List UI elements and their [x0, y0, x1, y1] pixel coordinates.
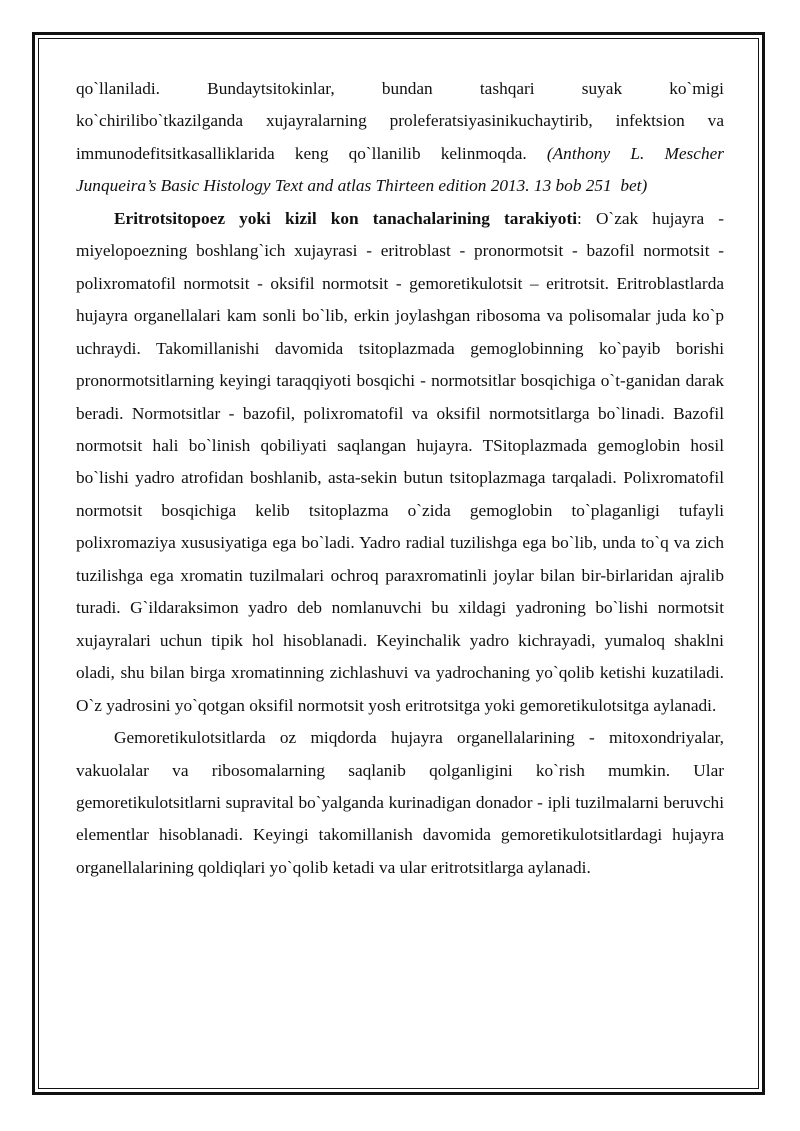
paragraph-reticulocytes: [76, 722, 724, 884]
paragraph-erythropoiesis: [76, 203, 724, 722]
heading-colon: :: [577, 208, 596, 228]
text-line: qo`llaniladi. Bundaytsitokinlar, bundan tashqari suyak ko`migi: [76, 79, 724, 98]
paragraph-continuation: [76, 73, 724, 203]
paragraph-text: Gemoretikulotsitlarda oz miqdorda hujayra organellalarining - mitoxondriyalar, vakuolalar va ribosomalarning saqlanib qolganligini ko`rish mumkin. Ular gemoretikulotsitlarni supravital bo`yalganda kurinadigan donador - ipli tuzilmalarni beruvchi elementlar hisoblanadi. Keyingi takomillanish davomida gemoretikulotsitlardagi hujayra organellalarining qoldiqlari yo`qolib ketadi va ular eritrotsitlarga aylanadi.: [76, 728, 724, 877]
document-body: [76, 73, 724, 884]
paragraph-text: O`zak hujayra - miyelopoezning boshlang`ich xujayrasi - eritroblast - pronormotsit - bazofil normotsit - polixromatofil normotsit - oksifil normotsit - gemoretikulotsit – eritrotsit. Eritroblastlarda hujayra organellalari kam sonli bo`lib, erkin joylashgan ribosoma va polisomalar juda ko`p uchraydi. Takomillanishi davomida tsitoplazmada gemoglobinning ko`payib borishi pronormotsitlarning keyingi taraqqiyoti bosqichi - normotsitlar bosqichiga o`t-ganidan darak beradi. Normotsitlar - bazofil, polixromatofil va oksifil normotsitlarga bo`linadi. Bazofil normotsit hali bo`linish qobiliyati saqlangan hujayra. TSitoplazmada gemoglobin hosil bo`lishi yadro atrofidan boshlanib, asta-sekin butun tsitoplazmaga tarqaladi. Polixromatofil normotsit bosqichiga kelib tsitoplazma o`zida gemoglobin to`plaganligi tufayli polixromaziya xususiyatiga ega bo`ladi. Yadro radial tuzilishga ega bo`lib, unda to`q va zich tuzilishga ega xromatin tuzilmalari ochroq paraxromatinli joylar bilan bir-birlaridan ajralib turadi. G`ildaraksimon yadro deb nomlanuvchi bu xildagi yadroning bo`lishi normotsit xujayralari uchun tipik hol hisoblanadi. Keyinchalik yadro kichrayadi, yumaloq shaklni oladi, shu bilan birga xromatinning zichlashuvi va yadrochaning yo`qolib ketishi kuzatiladi. O`z yadrosini yo`qotgan oksifil normotsit yosh eritrotsitga yoki gemoretikulotsitga aylanadi.: [76, 208, 725, 715]
text-line: ko`chirilibo`tkazilganda xujayralarning proleferatsiyasinikuchaytirib, infektsion va: [76, 111, 724, 131]
text-line: [76, 138, 724, 170]
section-heading: Eritrotsitopoez yoki kizil kon tanachalarining tarakiyoti: [114, 208, 578, 228]
citation: (Anthony L. Mescher: [546, 143, 724, 163]
citation: Junqueira’s Basic Histology Text and atlas Thirteen edition 2013. 13 bob 251 bet): [76, 176, 648, 196]
text-run: immunodefitsitkasalliklarida keng qo`llanilib kelinmoqda.: [76, 143, 547, 163]
